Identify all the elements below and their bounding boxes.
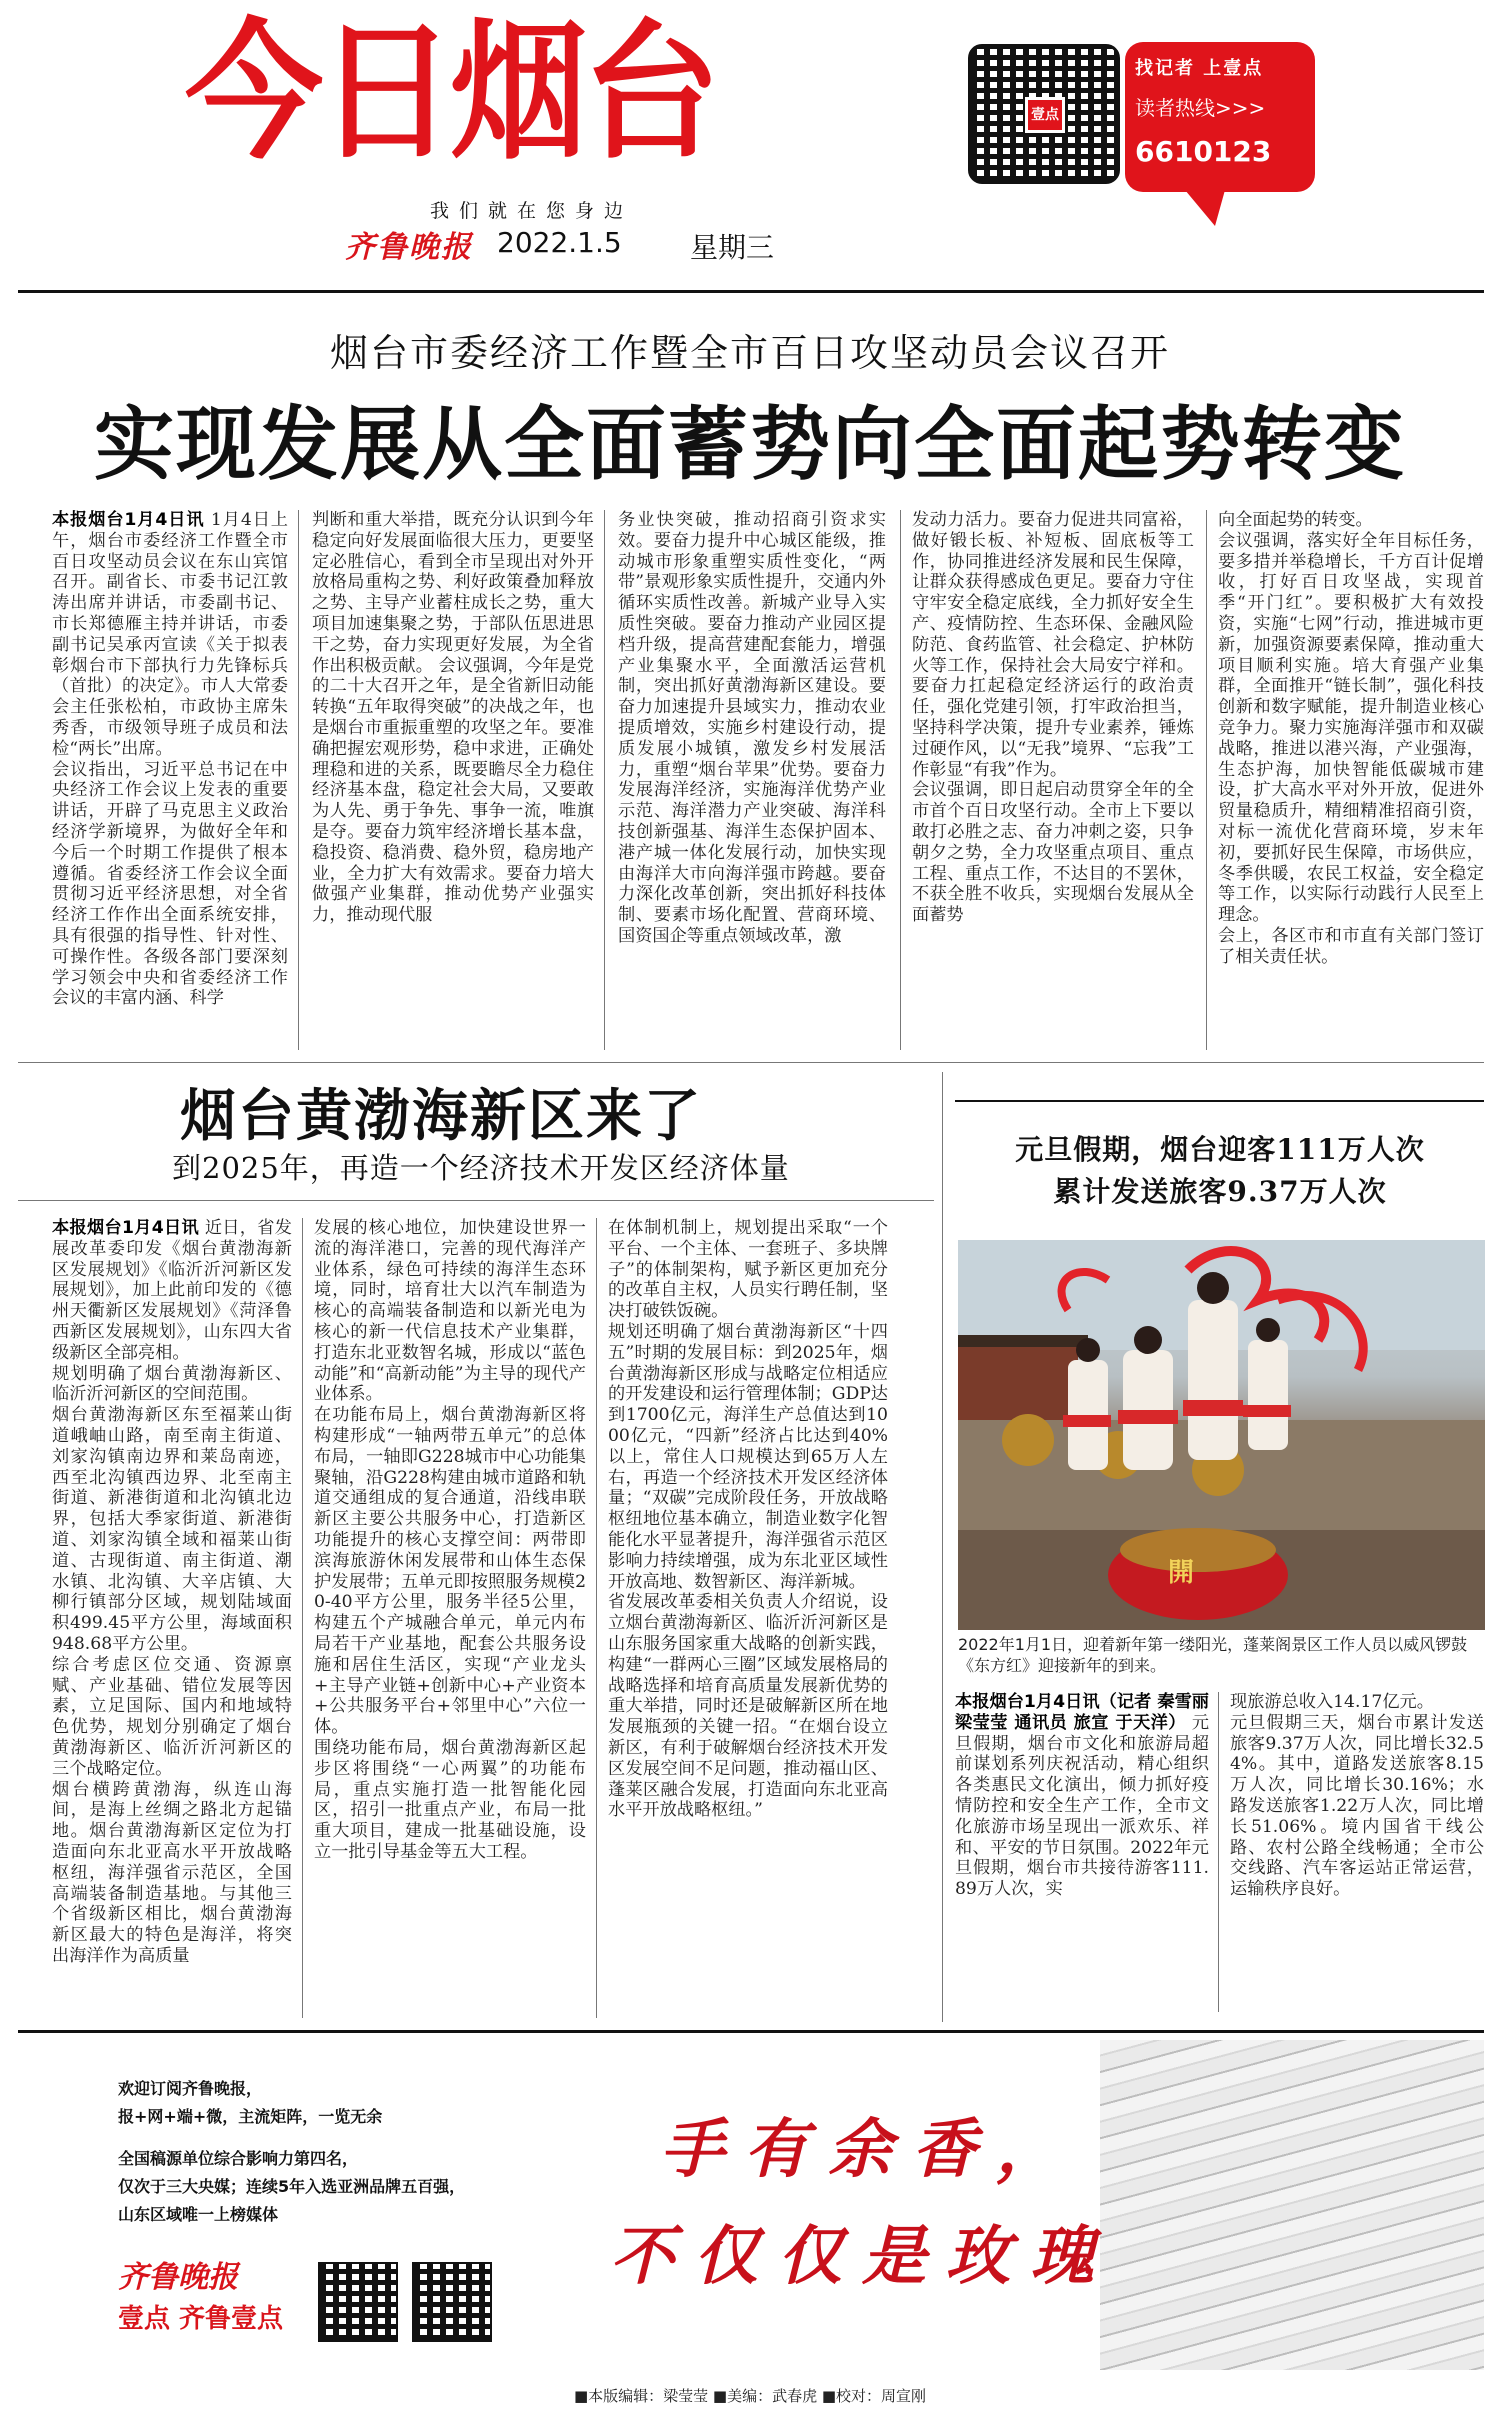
article1-lead: 本报烟台1月4日讯 (52, 510, 205, 530)
qr-code-icon[interactable] (318, 2262, 398, 2342)
section-divider (18, 1062, 1484, 1063)
photo-drum-sign: 開 (1168, 1558, 1195, 1588)
ad-logo-yidian: 壹点 齐鲁壹点 (118, 2304, 284, 2334)
hotline-box (1125, 42, 1315, 192)
article1-col3: 务业快突破，推动招商引资求实效。要奋力提升中心城区能级，推动城市形象重塑实质性变化，“两带”景观形象实质性提升，交通内外循环实质性改善。新城产业导入实质性突破。要奋力推动产业园区提档升级，提高营建配套能力，增强产业集聚水平，全面激活运营机制，突出抓好黄渤海新区建设。要奋力加速提升县域实力，推动农业提质增效，实施乡村建设行动，提质发展小城镇，激发乡村发展活力，重塑“烟台苹果”优势。要奋力发展海洋经济，实施海洋优势产业示范、海洋潜力产业突破、海洋科技创新强基、海洋生态保护固本、港产城一体化发展行动，加快实现由海洋大市向海洋强市跨越。要奋力深化改革创新，突出抓好科技体制、要素市场化配置、营商环境、国资国企等重点领域改革，激 (618, 510, 886, 946)
hotline-line2: 读者热线>>> (1135, 96, 1266, 120)
hotline-number[interactable]: 6610123 (1135, 135, 1272, 168)
qr-badge: 壹点 (1025, 97, 1065, 133)
article2-subhead: 到2025年，再造一个经济技术开发区经济体量 (172, 1151, 790, 1185)
article1-headline[interactable]: 实现发展从全面蓄势向全面起势转变 (94, 397, 1406, 491)
article2-col1-text: 近日，省发展改革委印发《烟台黄渤海新区发展规划》《临沂沂河新区发展规划》，加上此前印发的《德州天衢新区发展规划》《菏泽鲁西新区发展规划》，山东四大省级新区全部亮相。 规划明确了烟台黄渤海新区、临沂沂河新区的空间范围。 烟台黄渤海新区东至福莱山街道峨岫山路，南至南主街道、刘家沟镇南边界和莱岛南迹，西至北沟镇西边界、北至南主街道、新港街道和北沟镇北边界，包括大季家街道、新港街道、刘家沟镇全域和福莱山街道、古现街道、南主街道、潮水镇、北沟镇、大辛店镇、大柳行镇部分区域，规划陆域面积499.45平方公里，海域面积948.68平方公里。 综合考虑区位交通、资源禀赋、产业基础、错位发展等因素，立足国际、国内和地域特色优势，规划分别确定了烟台黄渤海新区、临沂沂河新区的三个战略定位。 烟台横跨黄渤海，纵连山海间，是海上丝绸之路北方起锚地。烟台黄渤海新区定位为打造面向东北亚高水平开放战略枢纽，海洋强省示范区，全国高端装备制造基地。与其他三个省级新区相比，烟台黄渤海新区最大的特色是海洋，将突出海洋作为高质量 (52, 1218, 292, 1966)
article3-title-line1[interactable]: 元旦假期，烟台迎客111万人次 (1015, 1133, 1425, 1166)
ad-line3: 全国稿源单位综合影响力第四名， (118, 2149, 359, 2168)
article2-col3: 在体制机制上，规划提出采取“一个平台、一个主体、一套班子、多块牌子”的体制架构，赋予新区更加充分的改革自主权，人员实行聘任制，坚决打破铁饭碗。 规划还明确了烟台黄渤海新区“十四五”时期的发展目标：到2025年，烟台黄渤海新区形成与战略定位相适应的开发建设和运行管理体制；GDP达到1700亿元，海洋生产总值达到1000亿元，“四新”经济占比达到40%以上，常住人口规模达到65万人左右，再造一个经济技术开发区经济体量；“双碳”完成阶段任务，开放战略枢纽地位基本确立，制造业数字化智能化水平显著提升，海洋强省示范区影响力持续增强，成为东北亚区域性开放高地、数智新区、海洋新城。 省发展改革委相关负责人介绍说，设立烟台黄渤海新区、临沂沂河新区是山东服务国家重大战略的创新实践，构建“一群两心三圈”区域发展格局的战略选择和培育高质量发展新优势的重大举措，同时还是破解新区所在地发展瓶颈的关键一招。“在烟台设立新区，有利于破解烟台经济技术开发区发展空间不足问题，推动福山区、蓬莱区融合发展，打造面向东北亚高水平开放战略枢纽。” (608, 1218, 888, 1821)
article2-col2: 发展的核心地位，加快建设世界一流的海洋港口，完善的现代海洋产业体系，绿色可持续的海洋生态环境，同时，培育壮大以汽车制造为核心的高端装备制造和以新光电为核心的新一代信息技术产业集群，打造东北亚数智名城，形成以“蓝色动能”和“高新动能”为主导的现代产业体系。 在功能布局上，烟台黄渤海新区将构建形成“一轴两带五单元”的总体布局，一轴即G228城市中心功能集聚轴，沿G228构建由城市道路和轨道交通组成的复合通道，沿线串联新区主要公共服务中心，打造新区功能提升的核心支撑空间：两带即滨海旅游休闲发展带和山体生态保护发展带；五单元即按照服务规模20-40平方公里，服务半径5公里，构建五个产城融合单元，单元内布局若干产业基地，配套公共服务设施和居住生活区，实现“产业龙头+主导产业链+创新中心+产业资本+公共服务平台+邻里中心”六位一体。 围绕功能布局，烟台黄渤海新区起步区将围绕“一心两翼”的功能布局，重点实施打造一批智能化园区，招引一批重点产业，布局一批重大项目，建成一批基础设施，设立一批引导基金等五大工程。 (314, 1218, 586, 1862)
article2-lead: 本报烟台1月4日讯 (52, 1218, 200, 1238)
qr-code-icon[interactable] (412, 2262, 492, 2342)
column-divider (900, 510, 901, 1050)
article1-col1-text: 1月4日上午，烟台市委经济工作暨全市百日攻坚动员会议在东山宾馆召开。副省长、市委书记江敦涛出席并讲话，市委副书记、市长郑德雁主持并讲话，市委副书记吴承丙宣读《关于拟表彰烟台市下部执行力先锋标兵（首批）的决定》。市人大常委会主任张松柏，市政协主席朱秀香，市级领导班子成员和法检“两长”出席。 会议指出，习近平总书记在中央经济工作会议上发表的重要讲话，开辟了马克思主义政治经济学新境界，为做好全年和今后一个时期工作提供了根本遵循。省委经济工作会议全面贯彻习近平经济思想，对全省经济工作作出全面系统安排，具有很强的指导性、针对性、可操作性。各级各部门要深刻学习领会中央和省委经济工作会议的丰富内涵、科学 (52, 510, 288, 1009)
masthead-divider (18, 290, 1484, 293)
article3-col1 (955, 1692, 1209, 2022)
article1-col1 (52, 510, 288, 1052)
qr-code-icon[interactable] (968, 44, 1120, 184)
ad-line4: 仅次于三大央媒；连续5年入选亚洲品牌五百强， (118, 2177, 466, 2196)
column-divider (1206, 510, 1207, 1050)
article2-headline[interactable]: 烟台黄渤海新区来了 (180, 1083, 702, 1149)
ad-slogan-line1: 手有余香， (660, 2112, 1080, 2187)
article3-title-line2[interactable]: 累计发送旅客9.37万人次 (1053, 1175, 1387, 1208)
issue-weekday: 星期三 (690, 231, 775, 264)
article3-lead: 本报烟台1月4日讯（记者 秦雪丽 梁莹莹 通讯员 旅宣 于天洋） (955, 1692, 1209, 1733)
article3-col2: 现旅游总收入14.17亿元。 元旦假期三天，烟台市累计发送旅客9.37万人次，同比增长32.54%。其中，道路发送旅客8.15万人次，同比增长30.16%；水路发送旅客1.22万人次，同比增长51.06%。境内国省干线公路、农村公路全线畅通；全市公交线路、汽车客运站正常运营，运输秩序良好。 (1230, 1692, 1484, 1900)
page-credits-footer: ■本版编辑：梁莹莹 ■美编：武春虎 ■校对：周宣刚 (573, 2387, 927, 2405)
column-divider (942, 1072, 943, 2022)
paper-logo: 齐鲁晚报 (345, 230, 473, 265)
column-divider (1218, 1692, 1219, 2012)
article1-col5: 向全面起势的转变。 会议强调，落实好全年目标任务，要多措并举稳增长，千方百计促增收，打好百日攻坚战，实现首季“开门红”。要积极扩大有效投资，实施“七网”行动，推进城市更新，加强资源要素保障，推动重大项目顺利实施。培大育强产业集群，全面推开“链长制”，强化科技创新和数字赋能，提升制造业核心竞争力。聚力实施海洋强市和双碳战略，推进以港兴海，产业强海，生态护海，加快智能低碳城市建设，扩大高水平对外开放，促进外贸量稳质升，精细精准招商引资，对标一流优化营商环境，岁末年初，要抓好民生保障，市场供应，冬季供暖，农民工权益，安全稳定等工作，以实际行动践行人民至上理念。 会上，各区市和市直有关部门签订了相关责任状。 (1218, 510, 1484, 967)
column-divider (298, 510, 299, 1050)
article1-col4: 发动力活力。要奋力促进共同富裕，做好锻长板、补短板、固底板等工作，协同推进经济发展和民生保障，让群众获得感成色更足。要奋力守住守牢安全稳定底线，全力抓好安全生产、疫情防控、生态环保、金融风险防范、食药监管、社会稳定、护林防火等工作，保持社会大局安宁祥和。要奋力扛起稳定经济运行的政治责任，强化党建引领，打牢政治担当，坚持科学决策，提升专业素养，锤炼过硬作风，以“无我”境界、“忘我”工作彰显“有我”作为。 会议强调，即日起启动贯穿全年的全市首个百日攻坚行动。全市上下要以敢打必胜之志、奋力冲刺之姿，只争朝夕之势，全力攻坚重点项目、重点工程、重点工作，不达目的不罢休，不获全胜不收兵，实现烟台发展从全面蓄势 (912, 510, 1194, 926)
ad-slogan-line2: 不仅仅是玫瑰 (610, 2219, 1114, 2294)
ad-line5: 山东区域唯一上榜媒体 (118, 2205, 279, 2224)
column-divider (604, 510, 605, 1050)
section-divider (955, 1100, 1484, 1102)
article1-col2: 判断和重大举措，既充分认识到今年稳定向好发展面临很大压力，更要坚定必胜信心，看到全市呈现出对外开放格局重构之势、利好政策叠加释放之势、主导产业蓄柱成长之势，重大项目加速集聚之势，于部队伍思进思干之势，奋力实现更好发展，为全省作出积极贡献。 会议强调，今年是党的二十大召开之年，是全省新旧动能转换“五年取得突破”的决战之年，也是烟台市重振重塑的攻坚之年。要准确把握宏观形势，稳中求进，正确处理稳和进的关系，既要瞻尽全力稳住经济基本盘，稳定社会大局，又要敢为人先、勇于争先、事争一流，唯旗是夺。要奋力筑牢经济增长基本盘，稳投资、稳消费、稳外贸，稳房地产业，全力扩大有效需求。要奋力培大做强产业集群，推动优势产业强实力，推动现代服 (312, 510, 594, 926)
article3-col1-text: 元旦假期，烟台市文化和旅游局超前谋划系列庆祝活动，精心组织各类惠民文化演出，倾力抓好疫情防控和安全生产工作，全市文化旅游市场呈现出一派欢乐、祥和、平安的节日氛围。2022年元旦假期，烟台市共接待游客111.89万人次，实 (955, 1712, 1209, 1900)
drum-performance-photo[interactable] (958, 1240, 1485, 1630)
masthead-title: 今日烟台 (185, 6, 715, 180)
section-divider (18, 1200, 934, 1201)
column-divider (596, 1218, 597, 2018)
ad-line2: 报+网+端+微，主流矩阵，一览无余 (118, 2107, 383, 2126)
article2-col1 (52, 1218, 292, 1978)
newspaper-stack-image (1100, 2040, 1484, 2370)
masthead-slogan: 我们就在您身边 (430, 200, 634, 222)
photo-caption: 2022年1月1日，迎着新年第一缕阳光，蓬莱阁景区工作人员以威风锣鼓《东方红》迎接新年的到来。 (958, 1635, 1468, 1675)
ad-line1: 欢迎订阅齐鲁晚报， (118, 2079, 263, 2098)
ad-logo-qilu: 齐鲁晚报 (118, 2260, 238, 2295)
issue-date: 2022.1.5 (497, 226, 622, 259)
article1-subhead: 烟台市委经济工作暨全市百日攻坚动员会议召开 (329, 331, 1170, 375)
column-divider (302, 1218, 303, 2018)
hotline-line1: 找记者 上壹点 (1135, 58, 1264, 79)
